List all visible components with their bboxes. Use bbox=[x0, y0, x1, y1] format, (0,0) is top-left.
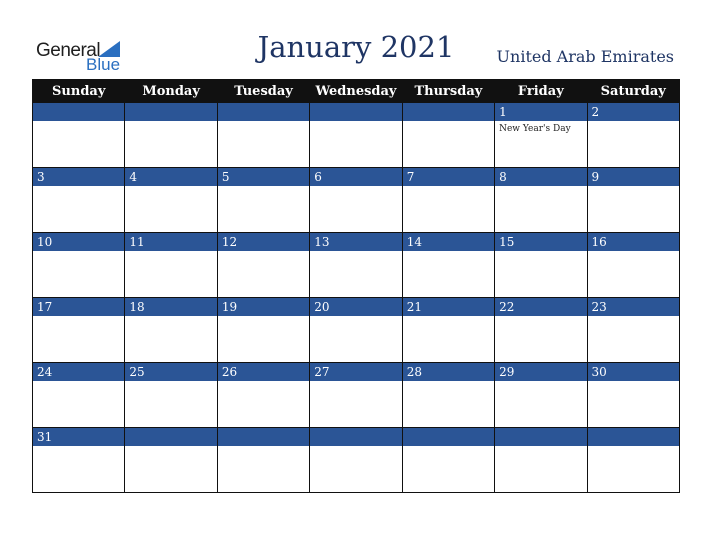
day-cell bbox=[125, 103, 217, 168]
day-number: 21 bbox=[403, 298, 494, 316]
week-row bbox=[33, 233, 680, 298]
day-number: 26 bbox=[218, 363, 309, 381]
day-number: 14 bbox=[403, 233, 494, 251]
day-cell bbox=[495, 233, 587, 298]
day-cell bbox=[402, 428, 494, 493]
day-number: 10 bbox=[33, 233, 124, 251]
day-cell bbox=[125, 428, 217, 493]
day-number: 23 bbox=[588, 298, 679, 316]
day-number: 29 bbox=[495, 363, 586, 381]
day-cell bbox=[217, 298, 309, 363]
week-row bbox=[33, 298, 680, 363]
day-cell bbox=[587, 103, 679, 168]
day-number: 12 bbox=[218, 233, 309, 251]
day-cell bbox=[33, 363, 125, 428]
day-number bbox=[403, 103, 494, 121]
weekday-sunday: Sunday bbox=[33, 80, 125, 103]
day-number: 19 bbox=[218, 298, 309, 316]
day-number: 13 bbox=[310, 233, 401, 251]
day-cell bbox=[587, 168, 679, 233]
day-cell bbox=[310, 363, 402, 428]
day-number bbox=[310, 428, 401, 446]
day-cell bbox=[33, 168, 125, 233]
day-number: 20 bbox=[310, 298, 401, 316]
day-cell bbox=[33, 103, 125, 168]
day-number: 8 bbox=[495, 168, 586, 186]
day-number bbox=[218, 428, 309, 446]
day-number: 9 bbox=[588, 168, 679, 186]
day-cell bbox=[217, 428, 309, 493]
day-number bbox=[588, 428, 679, 446]
weekday-tuesday: Tuesday bbox=[217, 80, 309, 103]
week-row bbox=[33, 428, 680, 493]
day-number: 25 bbox=[125, 363, 216, 381]
day-number: 7 bbox=[403, 168, 494, 186]
day-cell bbox=[125, 363, 217, 428]
day-cell bbox=[402, 103, 494, 168]
logo-word-general: General bbox=[36, 40, 101, 61]
country-name: United Arab Emirates bbox=[496, 47, 674, 66]
calendar-title: January 2021 bbox=[257, 30, 455, 64]
day-cell bbox=[217, 103, 309, 168]
day-cell bbox=[310, 233, 402, 298]
day-cell bbox=[587, 298, 679, 363]
day-number: 2 bbox=[588, 103, 679, 121]
day-cell bbox=[310, 168, 402, 233]
day-number: 15 bbox=[495, 233, 586, 251]
day-number: 3 bbox=[33, 168, 124, 186]
day-number: 4 bbox=[125, 168, 216, 186]
weekday-saturday: Saturday bbox=[587, 80, 679, 103]
day-number: 5 bbox=[218, 168, 309, 186]
weekday-friday: Friday bbox=[495, 80, 587, 103]
day-cell bbox=[125, 168, 217, 233]
logo-word-blue: Blue bbox=[86, 55, 121, 74]
weekday-header-row bbox=[33, 80, 680, 103]
day-cell bbox=[33, 298, 125, 363]
day-cell bbox=[217, 233, 309, 298]
day-cell bbox=[310, 103, 402, 168]
day-cell bbox=[495, 363, 587, 428]
day-number: 18 bbox=[125, 298, 216, 316]
day-cell bbox=[587, 233, 679, 298]
day-number: 31 bbox=[33, 428, 124, 446]
day-number: 27 bbox=[310, 363, 401, 381]
day-number bbox=[403, 428, 494, 446]
day-cell bbox=[125, 233, 217, 298]
day-number: 6 bbox=[310, 168, 401, 186]
weekday-monday: Monday bbox=[125, 80, 217, 103]
day-number bbox=[125, 428, 216, 446]
day-cell bbox=[402, 233, 494, 298]
day-cell bbox=[495, 168, 587, 233]
calendar-grid bbox=[32, 79, 680, 493]
day-cell bbox=[495, 103, 587, 168]
calendar-body bbox=[33, 103, 680, 493]
day-cell bbox=[310, 428, 402, 493]
day-number: 24 bbox=[33, 363, 124, 381]
day-cell bbox=[587, 428, 679, 493]
day-number: 30 bbox=[588, 363, 679, 381]
day-cell bbox=[217, 168, 309, 233]
week-row bbox=[33, 363, 680, 428]
day-cell bbox=[495, 428, 587, 493]
day-number: 1 bbox=[495, 103, 586, 121]
day-number bbox=[218, 103, 309, 121]
day-number bbox=[495, 428, 586, 446]
day-number bbox=[125, 103, 216, 121]
holiday-label: New Year's Day bbox=[499, 124, 571, 134]
day-cell bbox=[495, 298, 587, 363]
day-cell bbox=[33, 428, 125, 493]
day-number: 16 bbox=[588, 233, 679, 251]
day-number bbox=[310, 103, 401, 121]
day-number bbox=[33, 103, 124, 121]
day-cell bbox=[402, 298, 494, 363]
day-cell bbox=[217, 363, 309, 428]
day-number: 17 bbox=[33, 298, 124, 316]
day-cell bbox=[402, 363, 494, 428]
day-cell bbox=[402, 168, 494, 233]
week-row bbox=[33, 168, 680, 233]
day-number: 22 bbox=[495, 298, 586, 316]
day-number: 28 bbox=[403, 363, 494, 381]
day-cell bbox=[587, 363, 679, 428]
day-cell bbox=[33, 233, 125, 298]
weekday-thursday: Thursday bbox=[402, 80, 494, 103]
day-cell bbox=[310, 298, 402, 363]
week-row bbox=[33, 103, 680, 168]
day-number: 11 bbox=[125, 233, 216, 251]
day-cell bbox=[125, 298, 217, 363]
weekday-wednesday: Wednesday bbox=[310, 80, 402, 103]
